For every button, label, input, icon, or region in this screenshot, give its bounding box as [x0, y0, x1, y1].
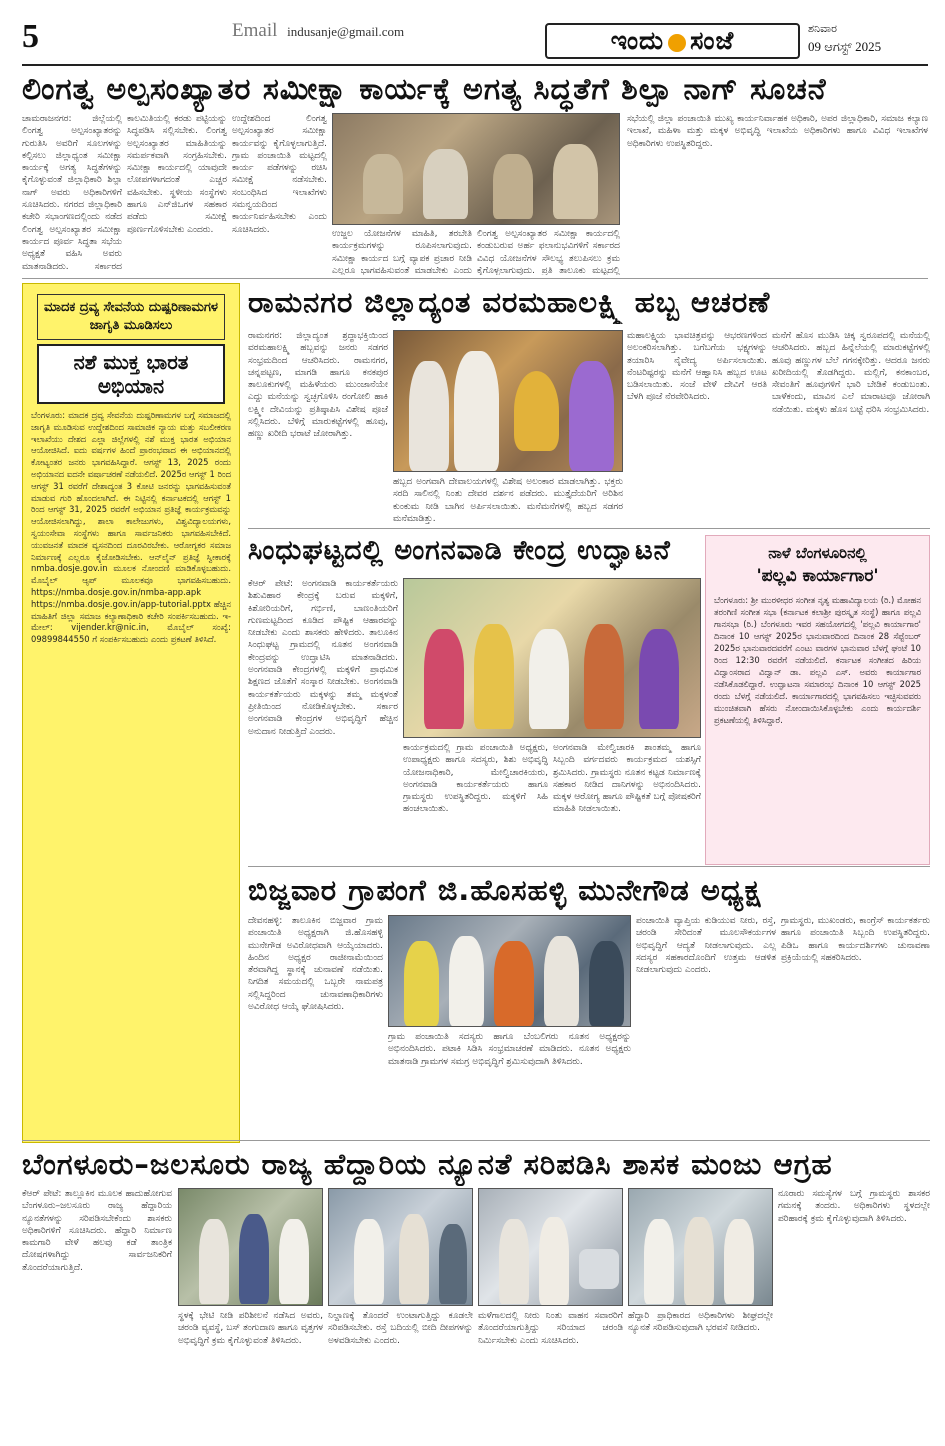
highway-photo-2 [328, 1188, 473, 1306]
section-divider [248, 528, 930, 529]
story2-col2: ಹಬ್ಬದ ಅಂಗವಾಗಿ ದೇವಾಲಯಗಳಲ್ಲಿ ವಿಶೇಷ ಅಲಂಕಾರ ಮಾಡಲಾಗಿತ್ತು. ಭಕ್ತರು ಸರದಿ ಸಾಲಿನಲ್ಲಿ ನಿಂತು ದೇವರ ದರ್ಶನ ಪಡೆದರು. ಮುತ್ತೈದೆಯರಿಗೆ ಅರಿಶಿನ ಕುಂಕುಮ ನೀಡಿ ಬಾಗಿನ ಅರ್ಪಿಸಲಾಯಿತು. ಮನೆಮನೆಗಳಲ್ಲಿ ಹಬ್ಬದ ಸಡಗರ ಮನೆಮಾಡಿತ್ತು. [393, 477, 623, 524]
story3-col2: ಕಾರ್ಯಕ್ರಮದಲ್ಲಿ ಗ್ರಾಮ ಪಂಚಾಯಿತಿ ಅಧ್ಯಕ್ಷರು, ಉಪಾಧ್ಯಕ್ಷರು ಹಾಗೂ ಸದಸ್ಯರು, ಶಿಶು ಅಭಿವೃದ್ಧಿ ಯೋಜನಾಧಿಕಾರಿ, ಮೇಲ್ವಿಚಾರಕಿಯರು, ಅಂಗನವಾಡಿ ಕಾರ್ಯಕರ್ತೆಯರು ಹಾಗೂ ಗ್ರಾಮಸ್ಥರು ಉಪಸ್ಥಿತರಿದ್ದರು. ಮಕ್ಕಳಿಗೆ ಸಿಹಿ ಹಂಚಲಾಯಿತು. [403, 743, 548, 815]
election-photo [388, 915, 631, 1027]
story1-headline: ಲಿಂಗತ್ವ ಅಲ್ಪಸಂಖ್ಯಾತರ ಸಮೀಕ್ಷಾ ಕಾರ್ಯಕ್ಕೆ ಅಗತ್ಯ ಸಿದ್ಧತೆಗೆ ಶಿಲ್ಪಾ ನಾಗ್ ಸೂಚನೆ [22, 72, 827, 107]
story1-col5: ಲಿಂಗತ್ವ ಅಲ್ಪಸಂಖ್ಯಾತರ ಸಮೀಕ್ಷಾ ಕಾರ್ಯದಲ್ಲಿ ಕಂಡುಬರುವ ಅರ್ಹ ಫಲಾನುಭವಿಗಳಿಗೆ ಸರ್ಕಾರದ ವಿವಿಧ ಯೋಜನೆಗಳ ಸೌಲಭ್ಯ ತಲುಪಿಸಲು ಕ್ರಮ ಕೈಗೊಳ್ಳಲಾಗುವುದು. ಪ್ರತಿ ತಾಲೂಕು ಮಟ್ಟದಲ್ಲಿ [477, 229, 620, 275]
section-divider [22, 1140, 930, 1141]
paper-logo [545, 23, 800, 59]
highway-photo-4 [628, 1188, 773, 1306]
story3-headline: ಸಿಂಧುಘಟ್ಟದಲ್ಲಿ ಅಂಗನವಾಡಿ ಕೇಂದ್ರ ಉದ್ಘಾಟನೆ [248, 535, 671, 566]
story4-col1: ದೇವನಹಳ್ಳಿ: ತಾಲೂಕಿನ ಬಿಜ್ಜವಾರ ಗ್ರಾಮ ಪಂಚಾಯಿತಿ ಅಧ್ಯಕ್ಷರಾಗಿ ಜಿ.ಹೊಸಹಳ್ಳಿ ಮುನೇಗೌಡ ಅವಿರೋಧವಾಗಿ ಆಯ್ಕೆಯಾದರು. ಹಿಂದಿನ ಅಧ್ಯಕ್ಷರ ರಾಜೀನಾಮೆಯಿಂದ ತೆರವಾಗಿದ್ದ ಸ್ಥಾನಕ್ಕೆ ಚುನಾವಣೆ ನಡೆಯಿತು. ನಿಗದಿತ ಸಮಯದಲ್ಲಿ ಒಬ್ಬರೇ ನಾಮಪತ್ರ ಸಲ್ಲಿಸಿದ್ದರಿಂದ ಚುನಾವಣಾಧಿಕಾರಿಗಳು ಅವಿರೋಧ ಆಯ್ಕೆ ಘೋಷಿಸಿದರು. [248, 916, 383, 1013]
story4-headline: ಬಿಜ್ಜವಾರ ಗ್ರಾಪಂಗೆ ಜಿ.ಹೊಸಹಳ್ಳಿ ಮುನೇಗೌಡ ಅಧ್ಯಕ್ಷ [248, 873, 762, 907]
story1-col3: ಉದ್ದೇಶದಿಂದ ಲಿಂಗತ್ವ ಅಲ್ಪಸಂಖ್ಯಾತರ ಸಮೀಕ್ಷಾ ಕಾರ್ಯವನ್ನು ಕೈಗೊಳ್ಳಲಾಗುತ್ತಿದೆ. ಗ್ರಾಮ ಪಂಚಾಯಿತಿ ಮಟ್ಟದಲ್ಲಿ ಕಾರ್ಯ ಪಡೆಗಳನ್ನು ರಚಿಸಿ ಸಮೀಕ್ಷೆ ನಡೆಸಬೇಕು. ಸಂಬಂಧಿಸಿದ ಇಲಾಖೆಗಳು ಸಮನ್ವಯದಿಂದ ಕಾರ್ಯನಿರ್ವಹಿಸಬೇಕು ಎಂದು ಸೂಚಿಸಿದರು. [232, 114, 327, 235]
story2-col4: ಮನೆಗೆ ಹೊಸ ಮುಡಿಸಿ ಚಿಕ್ಕ ಸ್ವರೂಪದಲ್ಲಿ ಮನೆಯಲ್ಲಿ ಆಚರಿಸಿದರು. ಹಬ್ಬದ ಹಿನ್ನೆಲೆಯಲ್ಲಿ ಮಾರುಕಟ್ಟೆಗಳಲ್ಲಿ ಹೂವು ಹಣ್ಣುಗಳ ಬೆಲೆ ಗಗನಕ್ಕೇರಿತ್ತು. ಆದರೂ ಜನರು ಖರೀದಿಯಲ್ಲಿ ತೊಡಗಿದ್ದರು. ಮಲ್ಲಿಗೆ, ಕನಕಾಂಬರ, ಸೇವಂತಿಗೆ ಹೂವುಗಳಿಗೆ ಭಾರಿ ಬೇಡಿಕೆ ಕಂಡುಬಂತು. ಬಾಳೆಕಂದು, ಮಾವಿನ ಎಲೆ ಮಾರಾಟವೂ ಜೋರಾಗಿ ನಡೆಯಿತು. ಮಕ್ಕಳು ಹೊಸ ಬಟ್ಟೆ ಧರಿಸಿ ಸಂಭ್ರಮಿಸಿದರು. [772, 331, 930, 415]
story1-col1: ಚಾಮರಾಜನಗರ: ಜಿಲ್ಲೆಯಲ್ಲಿ ಲಿಂಗತ್ವ ಅಲ್ಪಸಂಖ್ಯಾತರನ್ನು ಗುರುತಿಸಿ ಅವರಿಗೆ ಸೂಲಗಳನ್ನು ಕಲ್ಪಿಸಲು ಜಿಲ್ಲಾಧ್ಯಂತ ಸಮೀಕ್ಷಾ ಕಾರ್ಯಕ್ಕೆ ಅಗತ್ಯ ಸಿದ್ಧತೆಗಳನ್ನು ಕೈಗೊಳ್ಳುವಂತೆ ಜಿಲ್ಲಾಧಿಕಾರಿ ಶಿಲ್ಪಾ ನಾಗ್ ಅವರು ಅಧಿಕಾರಿಗಳಿಗೆ ಸೂಚಿಸಿದರು. ನಗರದ ಜಿಲ್ಲಾಧಿಕಾರಿ ಕಚೇರಿ ಸಭಾಂಗಣದಲ್ಲಿಂದು ನಡೆದ ಲಿಂಗತ್ವ ಅಲ್ಪಸಂಖ್ಯಾತರ ಸಮೀಕ್ಷಾ ಕಾರ್ಯದ ಪೂರ್ವ ಸಿದ್ಧತಾ ಸಭೆಯ ಅಧ್ಯಕ್ಷತೆ ವಹಿಸಿ ಅವರು ಮಾತನಾಡಿದರು. ಸರ್ಕಾರದ [22, 114, 122, 272]
paper-name-left: ಇಂದು [610, 26, 665, 55]
nasha-mukt-body: ಬೆಂಗಳೂರು: ಮಾದಕ ದ್ರವ್ಯ ಸೇವನೆಯ ದುಷ್ಪರಿಣಾಮಗಳ ಬಗ್ಗೆ ಸಮಾಜದಲ್ಲಿ ಜಾಗೃತಿ ಮೂಡಿಸುವ ಉದ್ದೇಶದಿಂದ ಸಾಮಾಜಿಕ ನ್ಯಾಯ ಮತ್ತು ಸಬಲೀಕರಣ ಇಲಾಖೆಯು ದೇಶದ ಎಲ್ಲಾ ಜಿಲ್ಲೆಗಳಲ್ಲಿ ನಶೆ ಮುಕ್ತ ಭಾರತ ಅಭಿಯಾನ ಆಯೋಜಿಸಿದೆ. ಐದು ವರ್ಷಗಳ ಹಿಂದೆ ಪ್ರಾರಂಭವಾದ ಈ ಅಭಿಯಾನದಲ್ಲಿ ಕೋಟ್ಯಂತರ ಜನರು ಭಾಗವಹಿಸಿದ್ದಾರೆ. ಆಗಸ್ಟ್ 13, 2025 ರಂದು ಅಭಿಯಾನದ ಐದನೇ ವರ್ಷಾಚರಣೆ ನಡೆಯಲಿದೆ. 2025ರ ಆಗಸ್ಟ್ 1 ರಿಂದ ಆಗಸ್ಟ್ 31 ರವರೆಗೆ ದೇಶಾದ್ಯಂತ 3 ಕೋಟಿ ಜನರನ್ನು ಭಾಗವಹಿಸುವಂತೆ ಮಾಡುವ ಗುರಿ ಹೊಂದಲಾಗಿದೆ. ಈ ನಿಟ್ಟಿನಲ್ಲಿ ಕರ್ನಾಟಕದಲ್ಲಿ ಆಗಸ್ಟ್ 1 ರಿಂದ ಆಗಸ್ಟ್ 31, 2025 ರವರೆಗೆ ಅಭಿಯಾನ ಪ್ರತಿಜ್ಞೆ ಕಾರ್ಯಕ್ರಮವನ್ನು ಆಯೋಜಿಸಲಾಗಿದ್ದು, ಶಾಲಾ ಕಾಲೇಜುಗಳು, ವಿಶ್ವವಿದ್ಯಾಲಯಗಳು, ಸ್ವಯಂಸೇವಾ ಸಂಸ್ಥೆಗಳು ಹಾಗೂ ಸಾರ್ವಜನಿಕರು ಭಾಗವಹಿಸಬೇಕಿದೆ. ಯುವಜನತೆ ಮಾದಕ ವ್ಯಸನದಿಂದ ದೂರವಿರಬೇಕು. ಆರೋಗ್ಯಕರ ಸಮಾಜ ನಿರ್ಮಾಣಕ್ಕೆ ಎಲ್ಲರೂ ಕೈಜೋಡಿಸಬೇಕು. ಆನ್‌ಲೈನ್ ಪ್ರತಿಜ್ಞೆ ಸ್ವೀಕಾರಕ್ಕೆ nmba.dosje.gov.in ಮೂಲಕ ನೋಂದಣಿ ಮಾಡಿಕೊಳ್ಳಬಹುದು. ಮೊಬೈಲ್ ಆ್ಯಪ್ ಮೂಲಕವೂ ಭಾಗವಹಿಸಬಹುದು. https://nmba.dosje.gov.in/nmba-app.apk https://nmba.dosje.gov.in/app-tutorial.pptx ಹೆಚ್ಚಿನ ಮಾಹಿತಿಗೆ ಜಿಲ್ಲಾ ಸಮಾಜ ಕಲ್ಯಾಣಾಧಿಕಾರಿ ಕಚೇರಿ ಸಂಪರ್ಕಿಸಬಹುದು. ಇ-ಮೇಲ್: vijender.kr@nic.in, ಮೊಬೈಲ್ ಸಂಖ್ಯೆ: 09899844550 ಗೆ ಸಂಪರ್ಕಿಸಬಹುದು ಎಂದು ಪ್ರಕಟಣೆ ತಿಳಿಸಿದೆ. [31, 410, 231, 645]
story1-col4: ಉಜ್ಜಲ ಯೋಜನೆಗಳ ಮಾಹಿತಿ, ತರಬೇತಿ ಕಾರ್ಯಕ್ರಮಗಳನ್ನು ರೂಪಿಸಲಾಗುವುದು. ಸಮೀಕ್ಷಾ ಕಾರ್ಯದ ಬಗ್ಗೆ ವ್ಯಾಪಕ ಪ್ರಚಾರ ನೀಡಿ ಎಲ್ಲರೂ ಭಾಗವಹಿಸುವಂತೆ ಮಾಡಬೇಕು ಎಂದು [332, 229, 472, 275]
meeting-photo [332, 113, 620, 225]
story3-col3: ಅಂಗನವಾಡಿ ಮೇಲ್ವಿಚಾರಕಿ ಶಾಂತಮ್ಮ ಹಾಗೂ ಸಿಬ್ಬಂದಿ ವರ್ಗದವರು ಕಾರ್ಯಕ್ರಮದ ಯಶಸ್ಸಿಗೆ ಶ್ರಮಿಸಿದರು. ಗ್ರಾಮಸ್ಥರು ನೂತನ ಕಟ್ಟಡ ನಿರ್ಮಾಣಕ್ಕೆ ಸಹಕಾರ ನೀಡಿದ ದಾನಿಗಳನ್ನು ಅಭಿನಂದಿಸಿದರು. ಮಕ್ಕಳ ಆರೋಗ್ಯ ಹಾಗೂ ಪೌಷ್ಟಿಕತೆ ಬಗ್ಗೆ ಪೋಷಕರಿಗೆ ಮಾಹಿತಿ ನೀಡಲಾಯಿತು. [553, 743, 701, 815]
story5-col4: ಮಳೆಗಾಲದಲ್ಲಿ ನೀರು ನಿಂತು ವಾಹನ ಸವಾರರಿಗೆ ತೊಂದರೆಯಾಗುತ್ತಿದ್ದು ಸರಿಯಾದ ಚರಂಡಿ ನಿರ್ಮಿಸಬೇಕು ಎಂದು ಸೂಚಿಸಿದರು. [478, 1311, 623, 1346]
story5-headline: ಬೆಂಗಳೂರು–ಜಲಸೂರು ರಾಜ್ಯ ಹೆದ್ದಾರಿಯ ನ್ಯೂನತೆ ಸರಿಪಡಿಸಿ ಶಾಸಕ ಮಂಜು ಆಗ್ರಹ [22, 1147, 833, 1181]
story5-col6: ನೂರಾರು ಸಮಸ್ಯೆಗಳ ಬಗ್ಗೆ ಗ್ರಾಮಸ್ಥರು ಶಾಸಕರ ಗಮನಕ್ಕೆ ತಂದರು. ಅಧಿಕಾರಿಗಳು ಸ್ಥಳದಲ್ಲೇ ಪರಿಹಾರಕ್ಕೆ ಕ್ರಮ ಕೈಗೊಳ್ಳುವುದಾಗಿ ತಿಳಿಸಿದರು. [778, 1189, 930, 1224]
story1-col2: ಕಾಲಮಿತಿಯಲ್ಲಿ ಕರಡು ಪಟ್ಟಿಯನ್ನು ಸಿದ್ಧಪಡಿಸಿ ಸಲ್ಲಿಸಬೇಕು. ಲಿಂಗತ್ವ ಅಲ್ಪಸಂಖ್ಯಾತರ ಮಾಹಿತಿಯನ್ನು ಸಮರ್ಪಕವಾಗಿ ಸಂಗ್ರಹಿಸಬೇಕು. ಸಮೀಕ್ಷಾ ಕಾರ್ಯದಲ್ಲಿ ಯಾವುದೇ ಲೋಪಗಳಾಗದಂತೆ ಎಚ್ಚರ ವಹಿಸಬೇಕು. ಸ್ಥಳೀಯ ಸಂಸ್ಥೆಗಳು ಹಾಗೂ ಎನ್‌ಜಿಒಗಳ ಸಹಕಾರ ಪಡೆದು ಸಮೀಕ್ಷೆ ಪೂರ್ಣಗೊಳಿಸಬೇಕು ಎಂದರು. [127, 114, 227, 235]
story3-col1: ಕೆಆರ್ ಪೇಟೆ: ಅಂಗನವಾಡಿ ಕಾರ್ಯಕರ್ತೆಯರು ಶಿಶುವಿಹಾರ ಕೇಂದ್ರಕ್ಕೆ ಬರುವ ಮಕ್ಕಳಿಗೆ, ಕಿಶೋರಿಯರಿಗೆ, ಗರ್ಭಿಣಿ, ಬಾಣಂತಿಯರಿಗೆ ಗುಣಮಟ್ಟದಿಂದ ಕೂಡಿದ ಪೌಷ್ಟಿಕ ಆಹಾರವನ್ನು ನೀಡಬೇಕು ಎಂದು ಶಾಸಕರು ಹೇಳಿದರು. ತಾಲೂಕಿನ ಸಿಂಧುಘಟ್ಟ ಗ್ರಾಮದಲ್ಲಿ ನೂತನ ಅಂಗನವಾಡಿ ಕೇಂದ್ರವನ್ನು ಉದ್ಘಾಟಿಸಿ ಮಾತನಾಡಿದರು. ಅಂಗನವಾಡಿ ಕೇಂದ್ರಗಳಲ್ಲಿ ಮಕ್ಕಳಿಗೆ ಪ್ರಾಥಮಿಕ ಶಿಕ್ಷಣದ ಜೊತೆಗೆ ಸಂಸ್ಕಾರ ನೀಡಬೇಕು. ಅಂಗನವಾಡಿ ಕಾರ್ಯಕರ್ತೆಯರು ಮಕ್ಕಳನ್ನು ತಮ್ಮ ಮಕ್ಕಳಂತೆ ಪ್ರೀತಿಯಿಂದ ನೋಡಿಕೊಳ್ಳಬೇಕು. ಸರ್ಕಾರ ಅಂಗನವಾಡಿ ಕೇಂದ್ರಗಳ ಅಭಿವೃದ್ಧಿಗೆ ಹೆಚ್ಚಿನ ಅನುದಾನ ನೀಡುತ್ತಿದೆ ಎಂದರು. [248, 579, 398, 737]
highway-photo-3 [478, 1188, 623, 1306]
pallavi-workshop-box [705, 535, 930, 865]
story4-col4: ಗ್ರಾಮಸ್ಥರು, ಮುಖಂಡರು, ಕಾಂಗ್ರೆಸ್ ಕಾರ್ಯಕರ್ತರು ಹಾಗೂ ಪಂಚಾಯಿತಿ ಸಿಬ್ಬಂದಿ ಉಪಸ್ಥಿತರಿದ್ದರು. ಪಿಡಿಒ ಹಾಗೂ ಕಾರ್ಯದರ್ಶಿಗಳು ಚುನಾವಣಾ ಪ್ರಕ್ರಿಯೆಯಲ್ಲಿ ಸಹಕರಿಸಿದರು. [781, 916, 930, 963]
section-divider [248, 866, 930, 867]
masthead-rule [22, 64, 928, 66]
story1-col6: ಸಭೆಯಲ್ಲಿ ಜಿಲ್ಲಾ ಪಂಚಾಯಿತಿ ಮುಖ್ಯ ಕಾರ್ಯನಿರ್ವಾಹಕ ಅಧಿಕಾರಿ, ಅಪರ ಜಿಲ್ಲಾಧಿಕಾರಿ, ಸಮಾಜ ಕಲ್ಯಾಣ ಇಲಾಖೆ, ಮಹಿಳಾ ಮತ್ತು ಮಕ್ಕಳ ಅಭಿವೃದ್ಧಿ ಇಲಾಖೆಯ ಅಧಿಕಾರಿಗಳು ಹಾಗೂ ವಿವಿಧ ಇಲಾಖೆಗಳ ಅಧಿಕಾರಿಗಳು ಉಪಸ್ಥಿತರಿದ್ದರು. [627, 114, 928, 149]
paper-name-right: ಸಂಜೆ [690, 26, 735, 55]
story5-col2: ಸ್ಥಳಕ್ಕೆ ಭೇಟಿ ನೀಡಿ ಪರಿಶೀಲನೆ ನಡೆಸಿದ ಅವರು, ಚರಂಡಿ ವ್ಯವಸ್ಥೆ, ಬಸ್ ತಂಗುದಾಣ ಹಾಗೂ ವೃತ್ತಗಳ ಅಭಿವೃದ್ಧಿಗೆ ಕ್ರಮ ಕೈಗೊಳ್ಳುವಂತೆ ತಿಳಿಸಿದರು. [178, 1311, 323, 1346]
masthead [0, 0, 945, 70]
story5-col5: ಹೆದ್ದಾರಿ ಪ್ರಾಧಿಕಾರದ ಅಧಿಕಾರಿಗಳು ಶೀಘ್ರದಲ್ಲೇ ನ್ಯೂನತೆ ಸರಿಪಡಿಸುವುದಾಗಿ ಭರವಸೆ ನೀಡಿದರು. [628, 1311, 773, 1334]
story2-col1: ರಾಮನಗರ: ಜಿಲ್ಲಾದ್ಯಂತ ಶ್ರದ್ಧಾಭಕ್ತಿಯಿಂದ ವರಮಹಾಲಕ್ಷ್ಮಿ ಹಬ್ಬವನ್ನು ಜನರು ಸಡಗರ ಸಂಭ್ರಮದಿಂದ ಆಚರಿಸಿದರು. ರಾಮನಗರ, ಚನ್ನಪಟ್ಟಣ, ಮಾಗಡಿ ಹಾಗೂ ಕನಕಪುರ ತಾಲೂಕುಗಳಲ್ಲಿ ಮಹಿಳೆಯರು ಮುಂಜಾನೆಯೇ ಎದ್ದು ಮನೆಯನ್ನು ಸ್ವಚ್ಛಗೊಳಿಸಿ ರಂಗೋಲಿ ಹಾಕಿ ಲಕ್ಷ್ಮೀ ದೇವಿಯನ್ನು ಪ್ರತಿಷ್ಠಾಪಿಸಿ ವಿಶೇಷ ಪೂಜೆ ಸಲ್ಲಿಸಿದರು. ಬೆಳಿಗ್ಗೆ ಮಾರುಕಟ್ಟೆಗಳಲ್ಲಿ ಹೂವು, ಹಣ್ಣು ಖರೀದಿ ಭರಾಟೆ ಜೋರಾಗಿತ್ತು. [248, 331, 388, 440]
story5-col3: ನಿಲ್ದಾಣಕ್ಕೆ ತೊಂದರೆ ಉಂಟಾಗುತ್ತಿದ್ದು ಕೂಡಲೇ ಸರಿಪಡಿಸಬೇಕು. ರಸ್ತೆ ಬದಿಯಲ್ಲಿ ಬೀದಿ ದೀಪಗಳನ್ನು ಅಳವಡಿಸಬೇಕು ಎಂದರು. [328, 1311, 473, 1346]
pallavi-line2: 'ಪಲ್ಲವಿ ಕಾರ್ಯಾಗಾರ' [756, 566, 879, 586]
page-number: 5 [22, 18, 39, 55]
story5-col1: ಕೆಆರ್ ಪೇಟೆ: ತಾಲ್ಲೂಕಿನ ಮೂಲಕ ಹಾದುಹೋಗುವ ಬೆಂಗಳೂರು–ಜಲಸೂರು ರಾಜ್ಯ ಹೆದ್ದಾರಿಯ ನ್ಯೂನತೆಗಳನ್ನು ಸರಿಪಡಿಸಬೇಕೆಂದು ಶಾಸಕರು ಅಧಿಕಾರಿಗಳಿಗೆ ಸೂಚಿಸಿದರು. ಹೆದ್ದಾರಿ ನಿರ್ಮಾಣ ಕಾಮಗಾರಿ ವೇಳೆ ಹಲವು ಕಡೆ ತಾಂತ್ರಿಕ ದೋಷಗಳಾಗಿದ್ದು ಸಾರ್ವಜನಿಕರಿಗೆ ತೊಂದರೆಯಾಗುತ್ತಿದೆ. [22, 1189, 172, 1273]
pallavi-body: ಬೆಂಗಳೂರು: ಶ್ರೀ ಮುರಳೀಧರ ಸಂಗೀತ ನೃತ್ಯ ಮಹಾವಿದ್ಯಾಲಯ (ರಿ.) ಮೋಹನ ತರಂಗಿಣಿ ಸಂಗೀತ ಸಭಾ (ಕರ್ನಾಟಕ ಕಲಾಶ್ರೀ ಪುರಸ್ಕೃತ ಸಂಸ್ಥೆ) ಹಾಗೂ ಪಲ್ಲವಿ ಗಾನಸಭಾ (ರಿ.) ಬೆಂಗಳೂರು ಇವರ ಸಹಯೋಗದಲ್ಲಿ 'ಪಲ್ಲವಿ ಕಾರ್ಯಾಗಾರ' ದಿನಾಂಕ 10 ಆಗಸ್ಟ್ 2025ರ ಭಾನುವಾರದಿಂದ ದಿನಾಂಕ 28 ಸೆಪ್ಟೆಂಬರ್ 2025ರ ಭಾನುವಾರದವರೆಗೆ ಎಂಟು ವಾರಗಳ ಭಾನುವಾರ ಬೆಳಗ್ಗೆ ಘಂಟೆ 10 ರಿಂದ 12:30 ರವರೆಗೆ ನಡೆಯಲಿದೆ. ಕರ್ನಾಟಕ ಸಂಗೀತದ ಹಿರಿಯ ವಿದ್ವಾಂಸರಾದ ವಿದ್ವಾನ್ ಡಾ. ಪಲ್ಲವಿ ಎಸ್. ಅವರು ಕಾರ್ಯಾಗಾರ ನಡೆಸಿಕೊಡಲಿದ್ದಾರೆ. ಉದ್ಘಾಟನಾ ಸಮಾರಂಭ ದಿನಾಂಕ 10 ಆಗಸ್ಟ್ 2025 ರಂದು ಬೆಳಗ್ಗೆ ನಡೆಯಲಿದೆ. ಕಾರ್ಯಾಗಾರದಲ್ಲಿ ಭಾಗವಹಿಸಲು ಇಚ್ಛಿಸುವವರು ಮುಂಚಿತವಾಗಿ ಹೆಸರು ನೋಂದಾಯಿಸಿಕೊಳ್ಳಬೇಕು ಎಂದು ಕಾರ್ಯದರ್ಶಿ ಪ್ರಕಟಣೆಯಲ್ಲಿ ತಿಳಿಸಿದ್ದಾರೆ. [714, 595, 921, 725]
pallavi-line1: ನಾಳೆ ಬೆಂಗಳೂರಿನಲ್ಲಿ [768, 544, 867, 562]
festival-photo [393, 330, 623, 472]
email-line [232, 20, 404, 42]
story4-col3: ಪಂಚಾಯಿತಿ ವ್ಯಾಪ್ತಿಯ ಕುಡಿಯುವ ನೀರು, ರಸ್ತೆ, ಚರಂಡಿ ಸೇರಿದಂತೆ ಮೂಲಸೌಕರ್ಯಗಳ ಅಭಿವೃದ್ಧಿಗೆ ಆದ್ಯತೆ ನೀಡಲಾಗುವುದು. ಎಲ್ಲ ಸದಸ್ಯರ ಸಹಕಾರದೊಂದಿಗೆ ಉತ್ತಮ ಆಡಳಿತ ನೀಡಲಾಗುವುದು ಎಂದರು. [636, 916, 776, 976]
story2-headline: ರಾಮನಗರ ಜಿಲ್ಲಾದ್ಯಂತ ವರಮಹಾಲಕ್ಷ್ಮಿ ಹಬ್ಬ ಆಚರಣೆ [248, 285, 771, 319]
email-address: indusanje@gmail.com [287, 24, 405, 39]
nasha-mukt-tagline: ಮಾದಕ ದ್ರವ್ಯ ಸೇವನೆಯ ದುಷ್ಪರಿಣಾಮಗಳ ಜಾಗೃತಿ ಮೂಡಿಸಲು [37, 294, 225, 340]
anganwadi-photo [403, 578, 701, 738]
issue-day: ಶನಿವಾರ [808, 22, 837, 35]
highway-photo-1 [178, 1188, 323, 1306]
sun-icon [668, 34, 686, 52]
story2-col3: ಮಹಾಲಕ್ಷ್ಮಿಯ ಭಾವಚಿತ್ರವನ್ನು ಆಭರಣಗಳಿಂದ ಅಲಂಕರಿಸಲಾಗಿತ್ತು. ಬಗೆಬಗೆಯ ಭಕ್ಷ್ಯಗಳನ್ನು ತಯಾರಿಸಿ ನೈವೇದ್ಯ ಅರ್ಪಿಸಲಾಯಿತು. ನೆಂಟರಿಷ್ಟರನ್ನು ಮನೆಗೆ ಆಹ್ವಾನಿಸಿ ಹಬ್ಬದ ಊಟ ಬಡಿಸಲಾಯಿತು. ಸಂಜೆ ವೇಳೆ ದೇವಿಗೆ ಆರತಿ ಬೆಳಗಿ ಪೂಜೆ ನೆರವೇರಿಸಿದರು. [627, 331, 767, 403]
section-divider [22, 278, 928, 279]
email-label: Email [232, 20, 278, 41]
issue-date [808, 20, 938, 56]
story4-col2: ಗ್ರಾಮ ಪಂಚಾಯಿತಿ ಸದಸ್ಯರು ಹಾಗೂ ಬೆಂಬಲಿಗರು ನೂತನ ಅಧ್ಯಕ್ಷರನ್ನು ಅಭಿನಂದಿಸಿದರು. ಪಟಾಕಿ ಸಿಡಿಸಿ ಸಂಭ್ರಮಾಚರಣೆ ಮಾಡಿದರು. ನೂತನ ಅಧ್ಯಕ್ಷರು ಮಾತನಾಡಿ ಗ್ರಾಮಗಳ ಸಮಗ್ರ ಅಭಿವೃದ್ಧಿಗೆ ಶ್ರಮಿಸುವುದಾಗಿ ತಿಳಿಸಿದರು. [388, 1032, 631, 1067]
nasha-mukt-bharat-box [22, 283, 240, 1143]
nasha-mukt-title: ನಶೆ ಮುಕ್ತ ಭಾರತ ಅಭಿಯಾನ [37, 344, 225, 404]
issue-date-text: 09 ಆಗಸ್ಟ್ 2025 [808, 39, 882, 54]
